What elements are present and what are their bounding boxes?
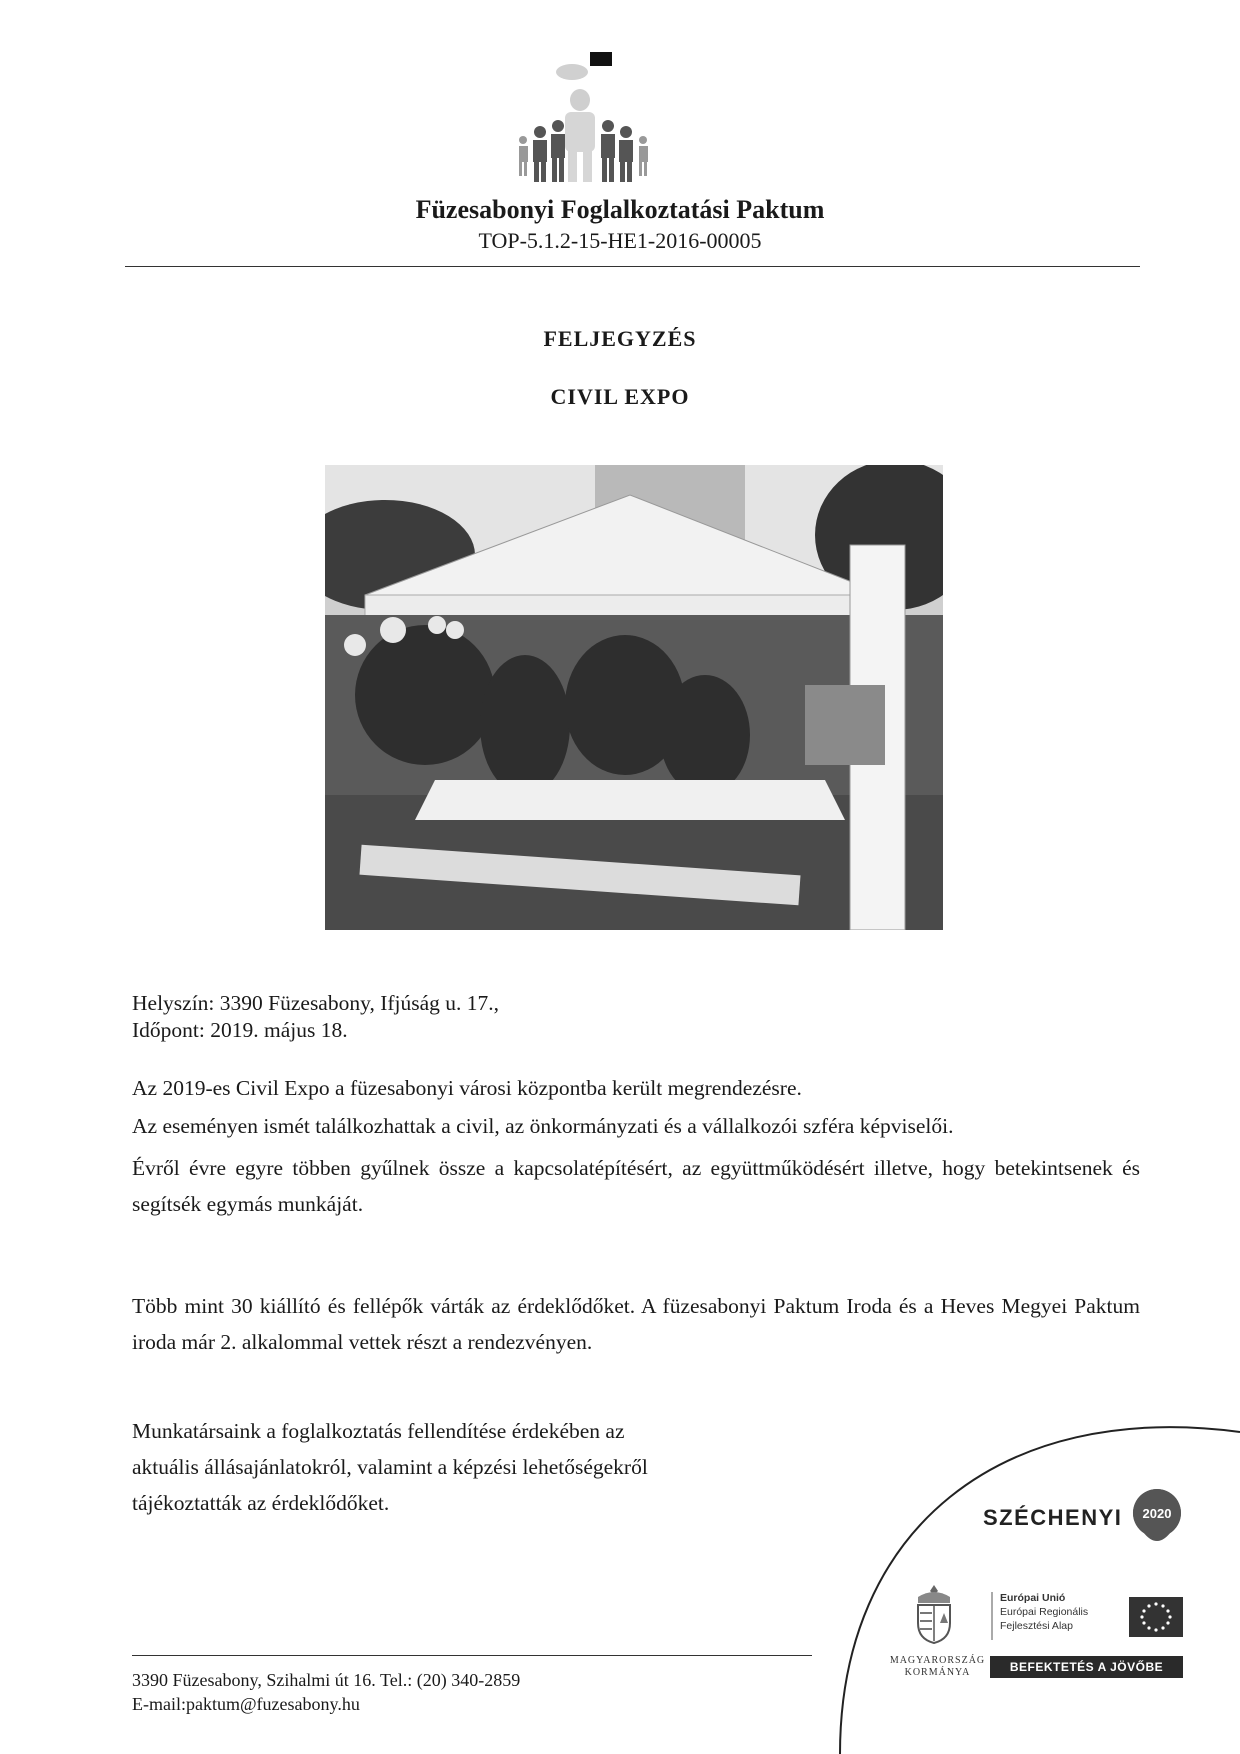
paragraph-exhibitors: Több mint 30 kiállító és fellépők várták az érdeklődőket. A füzesabonyi Paktum Iroda és a Heves Megyei Paktum iroda már 2. alkalommal vettek részt a rendezvényen. (132, 1294, 1140, 1354)
paktum-logo (510, 50, 670, 190)
document-title: FELJEGYZÉS (543, 326, 697, 351)
event-location: Helyszín: 3390 Füzesabony, Ifjúság u. 17., (132, 991, 500, 1015)
hungarian-crest-icon (910, 1583, 958, 1645)
paragraph-participants: Az eseményen ismét találkozhattak a civil, az önkormányzati és a vállalkozói szféra képviselői. (132, 1114, 954, 1138)
footer-address: 3390 Füzesabony, Szihalmi út 16. Tel.: (20) 340-2859 (132, 1670, 521, 1690)
event-photo (325, 465, 943, 930)
decorative-curve (820, 1420, 1240, 1754)
footer-divider (132, 1655, 812, 1656)
szechenyi-2020-badge (1131, 1487, 1183, 1553)
paragraph-staff: Munkatársaink a foglalkoztatás fellendítése érdekében az aktuális állásajánlatokról, valamint a képzési lehetőségekről tájékoztatták az érdeklődőket. (132, 1419, 648, 1515)
invest-future-banner: BEFEKTETÉS A JÖVŐBE (990, 1656, 1183, 1678)
footer-email[interactable]: E-mail:paktum@fuzesabony.hu (132, 1694, 360, 1714)
organization-name: Füzesabonyi Foglalkoztatási Paktum (415, 195, 825, 224)
government-line-1: MAGYARORSZÁG (889, 1655, 986, 1666)
event-date: Időpont: 2019. május 18. (132, 1018, 348, 1042)
szechenyi-logo-text: SZÉCHENYI (983, 1505, 1123, 1530)
header-divider (125, 266, 1140, 267)
badge-year: 2020 (1142, 1506, 1172, 1521)
paragraph-networking: Évről évre egyre többen gyűlnek össze a kapcsolatépítésért, az együttműködésért illetve, hogy betekintsenek és segítsék egymás munkáját. (132, 1156, 1140, 1216)
eu-flag-icon (1129, 1597, 1183, 1637)
eu-line-2: Európai Regionális (1000, 1606, 1089, 1618)
eu-fund-text (1000, 1591, 1088, 1633)
eu-line-1: Európai Unió (1000, 1592, 1066, 1604)
government-line-2: KORMÁNYA (904, 1667, 971, 1678)
paragraph-intro: Az 2019-es Civil Expo a füzesabonyi városi központba került megrendezésre. (132, 1076, 802, 1100)
document-subtitle: CIVIL EXPO (550, 384, 690, 409)
eu-line-3: Fejlesztési Alap (1000, 1620, 1073, 1632)
project-code: TOP-5.1.2-15-HE1-2016-00005 (478, 228, 762, 253)
government-label (875, 1655, 1000, 1679)
